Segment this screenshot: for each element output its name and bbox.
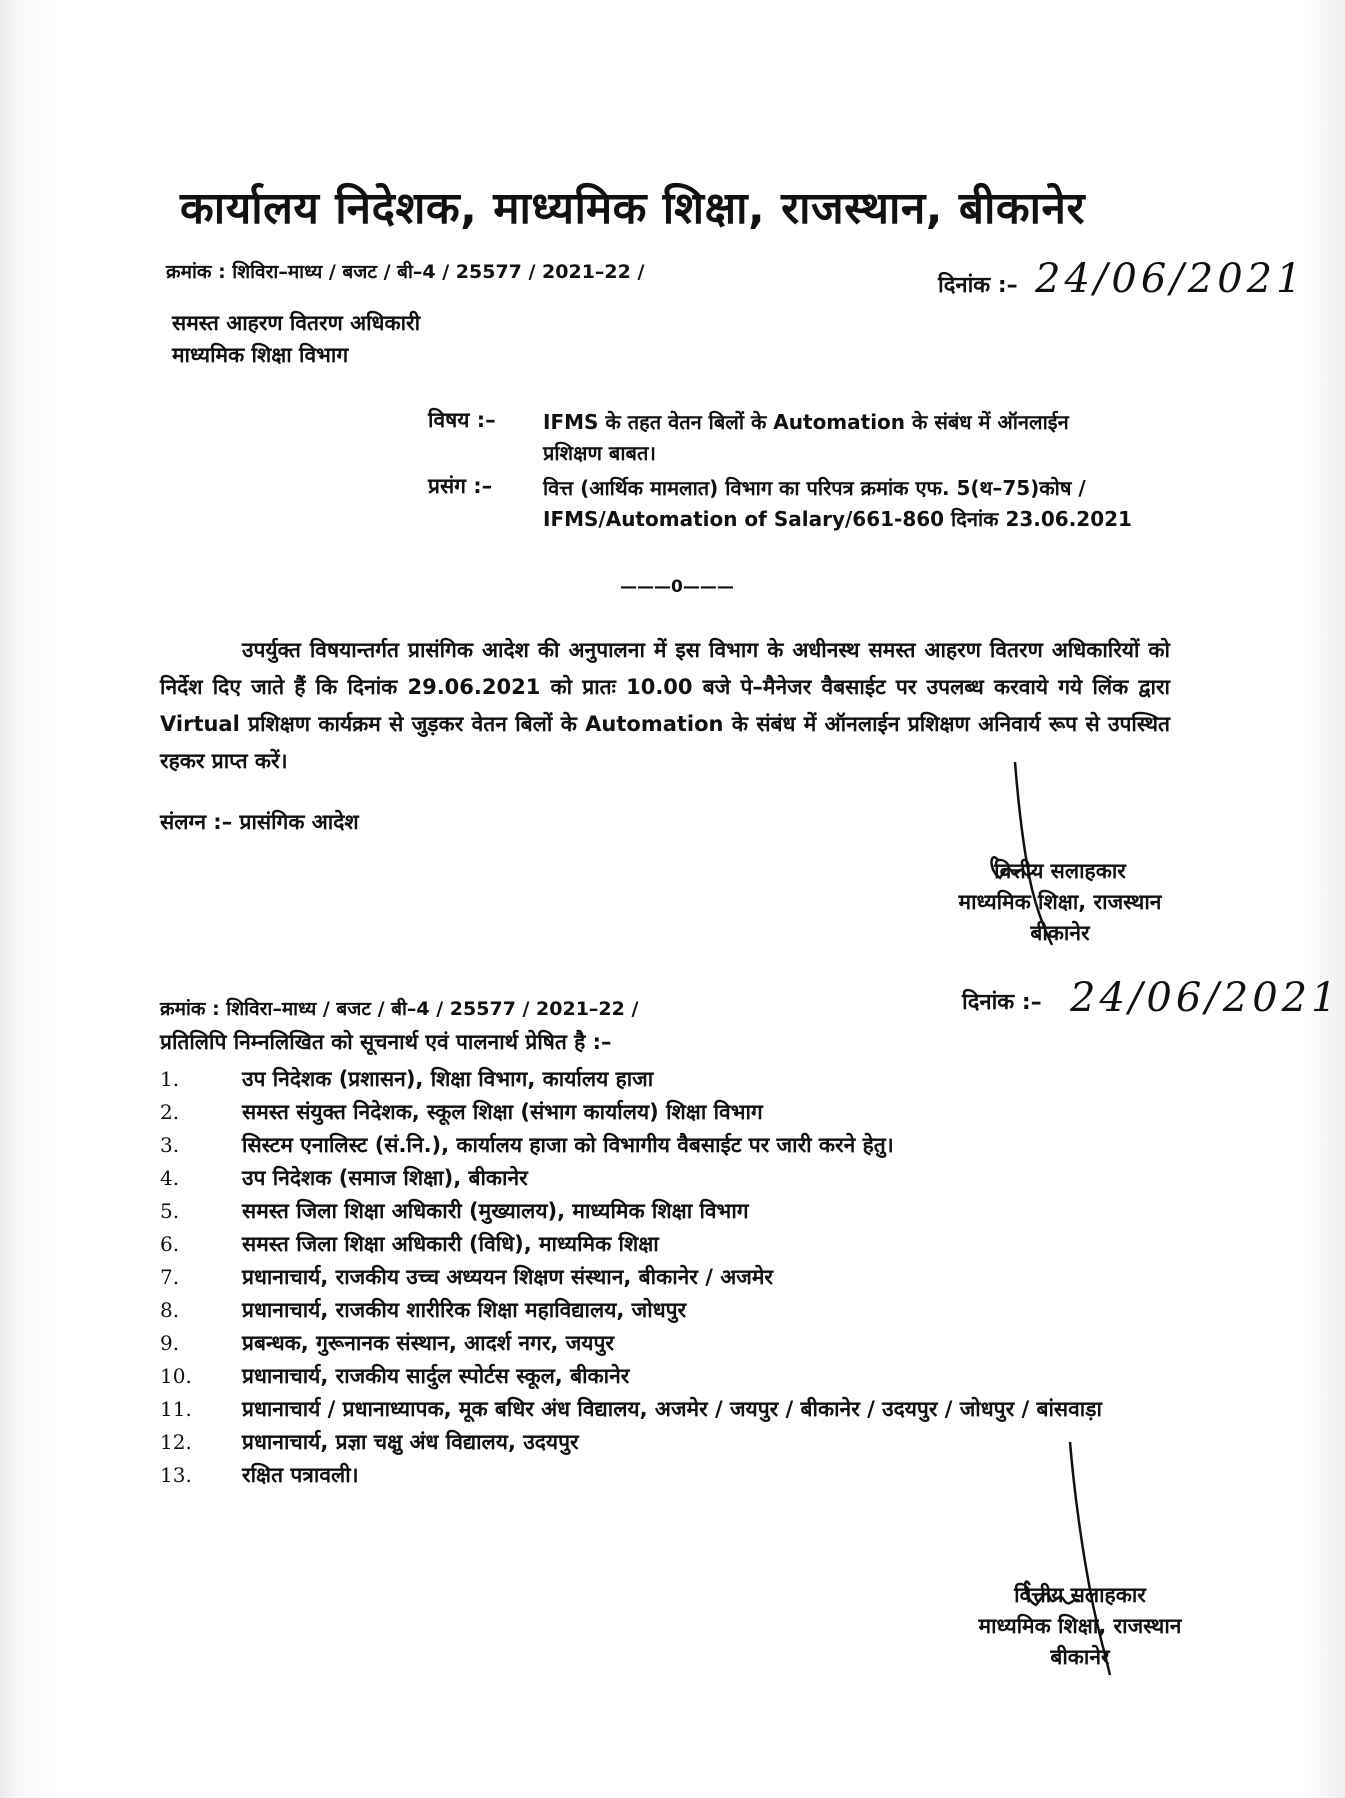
list-item-text: उप निदेशक (समाज शिक्षा), बीकानेर: [242, 1166, 528, 1190]
subject-text: IFMS के तहत वेतन बिलों के Automation के संबंध में ऑनलाईन प्रशिक्षण बाबत।: [543, 410, 1069, 465]
signature1-designation: वित्तीय सलाहकार: [994, 859, 1126, 883]
list-item-number: 6.: [160, 1232, 180, 1256]
list-item-text: सिस्टम एनालिस्ट (सं.नि.), कार्यालय हाजा को विभागीय वैबसाईट पर जारी करने हेतु।: [242, 1133, 894, 1157]
list-item-text: समस्त जिला शिक्षा अधिकारी (विधि), माध्यमिक शिक्षा: [242, 1232, 659, 1256]
list-item-text: प्रधानाचार्य, राजकीय सार्दुल स्पोर्टस स्कूल, बीकानेर: [242, 1364, 630, 1388]
list-item-number: 9.: [160, 1331, 180, 1355]
list-item-number: 2.: [160, 1100, 180, 1124]
list-item-number: 13.: [160, 1463, 192, 1487]
list-item-text: प्रधानाचार्य / प्रधानाध्यापक, मूक बधिर अंध विद्यालय, अजमेर / जयपुर / बीकानेर / उदयपुर / जोधपुर / बांसवाड़ा: [242, 1397, 1102, 1421]
list-item: [160, 1426, 1240, 1459]
list-item: [160, 1294, 1240, 1327]
signature1-department: माध्यमिक शिक्षा, राजस्थान: [958, 890, 1162, 914]
list-item-text: समस्त संयुक्त निदेशक, स्कूल शिक्षा (संभाग कार्यालय) शिक्षा विभाग: [242, 1100, 763, 1124]
list-item-text: प्रधानाचार्य, राजकीय उच्च अध्ययन शिक्षण संस्थान, बीकानेर / अजमेर: [242, 1265, 773, 1289]
list-item: [160, 1360, 1240, 1393]
list-item-number: 11.: [160, 1397, 192, 1421]
list-item: [160, 1327, 1240, 1360]
body-paragraph: उपर्युक्त विषयान्तर्गत प्रासंगिक आदेश की अनुपालना में इस विभाग के अधीनस्थ समस्त आहरण वितरण अधिकारियों को निर्देश दिए जाते हैं कि दिनांक 29.06.2021 को प्रातः 10.00 बजे पे–मैनेजर वैबसाईट पर उपलब्ध करवाये गये लिंक द्वारा Virtual प्रशिक्षण कार्यक्रम से जुड़कर वेतन बिलों के Automation के संबंध में ऑनलाईन प्रशिक्षण अनिवार्य रूप से उपस्थित रहकर प्राप्त करें।: [160, 638, 1170, 773]
copy-recipient-list: [160, 1063, 1240, 1492]
list-item-number: 4.: [160, 1166, 180, 1190]
list-item: [160, 1393, 1240, 1426]
list-item-text: रक्षित पत्रावली।: [242, 1463, 359, 1487]
list-item-number: 12.: [160, 1430, 192, 1454]
signature-block-2: [930, 1580, 1230, 1673]
addressee-line-2: माध्यमिक शिक्षा विभाग: [172, 343, 349, 367]
signature2-department: माध्यमिक शिक्षा, राजस्थान: [978, 1614, 1182, 1638]
list-item-text: प्रबन्धक, गुरूनानक संस्थान, आदर्श नगर, जयपुर: [242, 1331, 615, 1355]
list-item-number: 1.: [160, 1067, 180, 1091]
copy-heading: प्रतिलिपि निम्नलिखित को सूचनार्थ एवं पालनार्थ प्रेषित है :–: [160, 1030, 612, 1054]
list-item: [160, 1096, 1240, 1129]
list-item: [160, 1228, 1240, 1261]
section-divider: ———0———: [620, 577, 734, 597]
list-item-text: प्रधानाचार्य, राजकीय शारीरिक शिक्षा महाविद्यालय, जोधपुर: [242, 1298, 687, 1322]
handwritten-date-2: 24/06/2021: [1070, 975, 1341, 1021]
list-item-text: समस्त जिला शिक्षा अधिकारी (मुख्यालय), माध्यमिक शिक्षा विभाग: [242, 1199, 749, 1223]
signature-block-1: [910, 856, 1210, 949]
context-label: प्रसंग :–: [428, 474, 493, 498]
list-item: [160, 1261, 1240, 1294]
list-item: [160, 1195, 1240, 1228]
letterhead-title: कार्यालय निदेशक, माध्यमिक शिक्षा, राजस्थान, बीकानेर: [180, 183, 1085, 234]
list-item-text: उप निदेशक (प्रशासन), शिक्षा विभाग, कार्यालय हाजा: [242, 1067, 654, 1091]
list-item: [160, 1459, 1240, 1492]
enclosure-note: संलग्न :– प्रासंगिक आदेश: [160, 810, 359, 834]
list-item-number: 10.: [160, 1364, 192, 1388]
list-item: [160, 1063, 1240, 1096]
list-item-number: 8.: [160, 1298, 180, 1322]
reference-number: क्रमांक : शिविरा–माध्य / बजट / बी–4 / 25577 / 2021–22 /: [166, 261, 645, 283]
context-text: वित्त (आर्थिक मामलात) विभाग का परिपत्र क्रमांक एफ. 5(थ–75)कोष / IFMS/Automation of Salary/661-860 दिनांक 23.06.2021: [543, 476, 1132, 531]
list-item-text: प्रधानाचार्य, प्रज्ञा चक्षु अंध विद्यालय, उदयपुर: [242, 1430, 579, 1454]
addressee-line-1: समस्त आहरण वितरण अधिकारी: [172, 311, 421, 335]
list-item: [160, 1162, 1240, 1195]
list-item: [160, 1129, 1240, 1162]
subject-label: विषय :–: [428, 408, 496, 432]
signature2-designation: वित्तीय सलाहकार: [1014, 1583, 1146, 1607]
handwritten-date: 24/06/2021: [1035, 256, 1306, 302]
signature1-city: बीकानेर: [1030, 921, 1090, 945]
list-item-number: 3.: [160, 1133, 180, 1157]
date-label: दिनांक :–: [938, 273, 1018, 298]
signature2-city: बीकानेर: [1050, 1645, 1110, 1669]
date-label-2: दिनांक :–: [962, 990, 1042, 1015]
list-item-number: 5.: [160, 1199, 180, 1223]
reference-number-2: क्रमांक : शिविरा–माध्य / बजट / बी–4 / 25577 / 2021–22 /: [160, 998, 639, 1020]
list-item-number: 7.: [160, 1265, 180, 1289]
